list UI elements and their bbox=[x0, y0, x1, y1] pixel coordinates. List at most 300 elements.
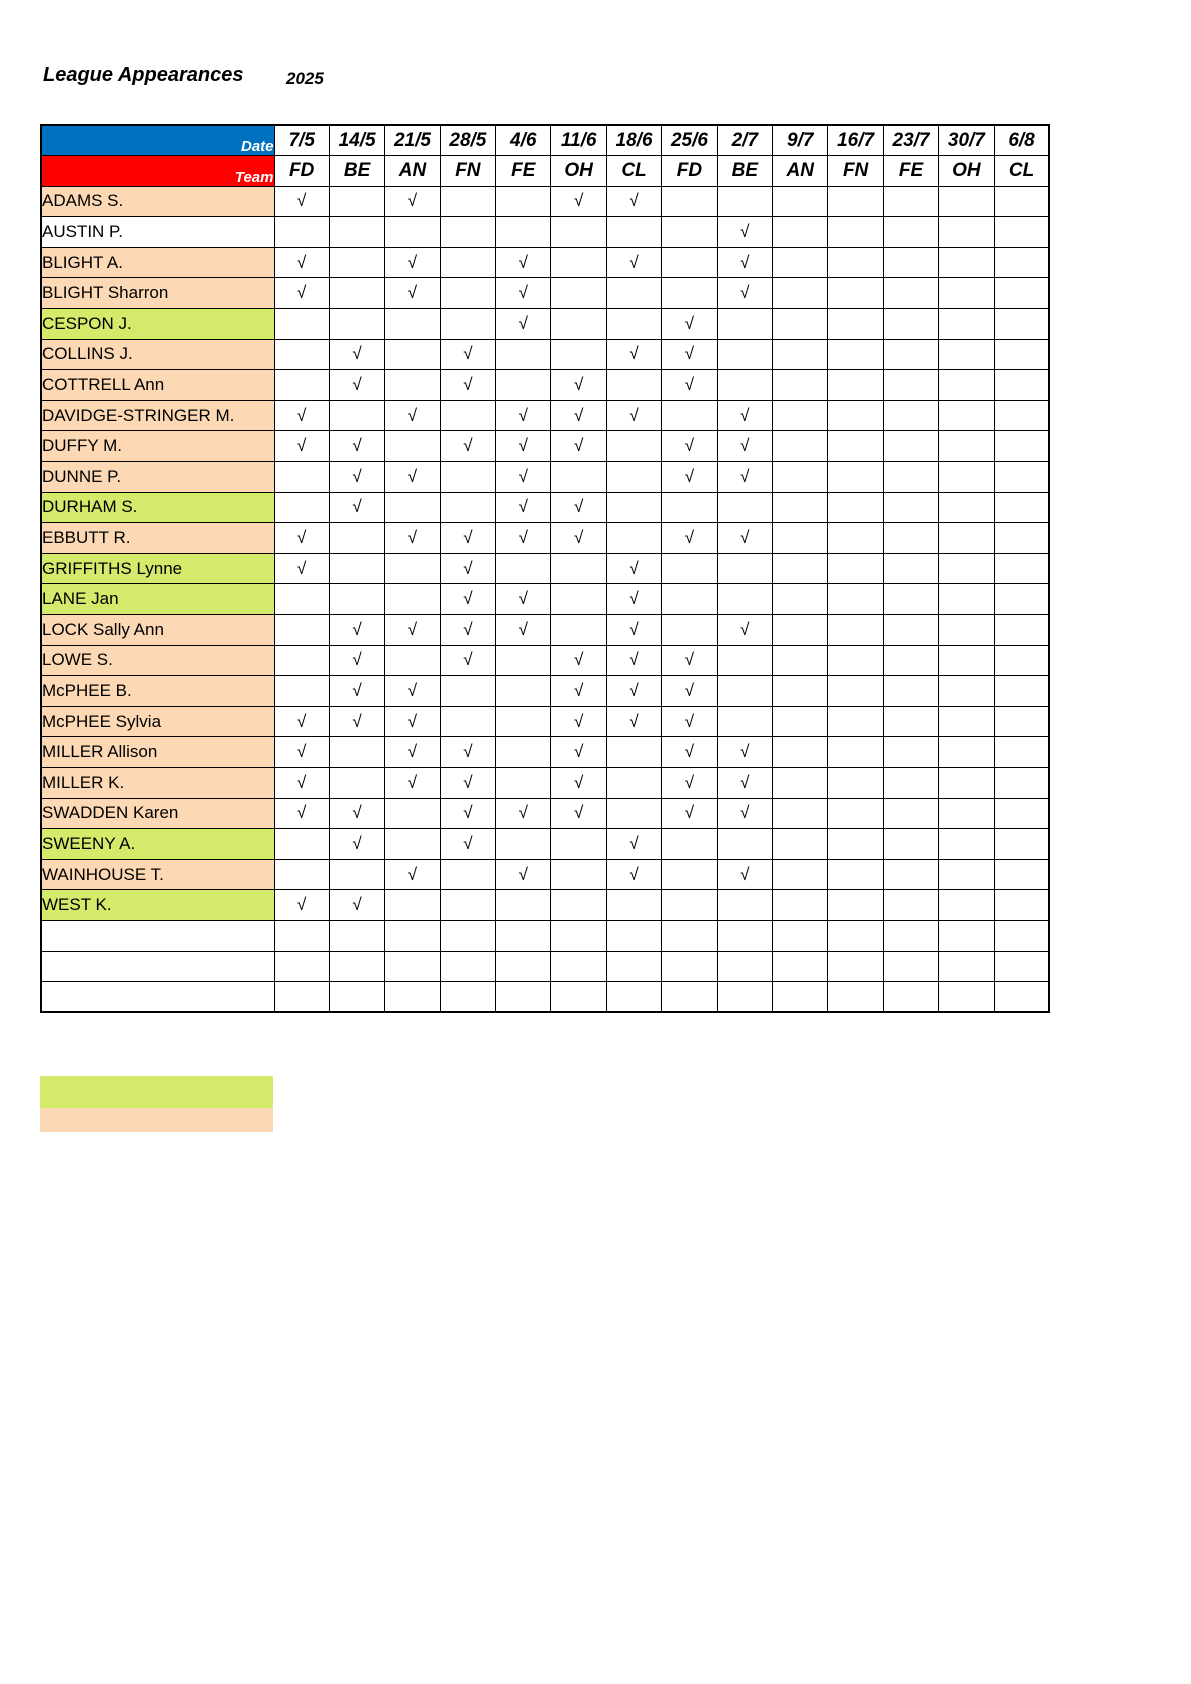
appearance-cell bbox=[274, 676, 329, 707]
appearance-cell bbox=[606, 890, 661, 921]
appearance-cell: √ bbox=[717, 523, 772, 554]
table-row bbox=[41, 247, 1049, 278]
appearance-cell bbox=[828, 553, 883, 584]
appearance-cell bbox=[274, 584, 329, 615]
player-name: DUFFY M. bbox=[41, 431, 274, 462]
table-row bbox=[41, 553, 1049, 584]
appearance-cell: √ bbox=[274, 798, 329, 829]
empty-cell bbox=[717, 920, 772, 951]
table-row bbox=[41, 492, 1049, 523]
appearance-cell bbox=[717, 829, 772, 860]
player-name: LOWE S. bbox=[41, 645, 274, 676]
empty-cell bbox=[883, 982, 938, 1013]
team-header-cell: CL bbox=[994, 156, 1049, 187]
appearance-cell bbox=[496, 767, 551, 798]
appearance-cell bbox=[828, 615, 883, 646]
empty-cell bbox=[385, 920, 440, 951]
appearance-cell bbox=[274, 615, 329, 646]
appearance-cell bbox=[329, 186, 384, 217]
appearance-cell bbox=[662, 859, 717, 890]
appearance-cell bbox=[496, 737, 551, 768]
appearance-cell bbox=[662, 278, 717, 309]
table-row bbox=[41, 859, 1049, 890]
appearance-cell bbox=[606, 278, 661, 309]
empty-name-cell bbox=[41, 920, 274, 951]
appearance-cell bbox=[440, 706, 495, 737]
team-label: Team bbox=[41, 156, 274, 187]
appearance-cell bbox=[717, 370, 772, 401]
empty-cell bbox=[496, 920, 551, 951]
appearance-cell bbox=[828, 431, 883, 462]
appearance-cell: √ bbox=[385, 767, 440, 798]
appearance-cell bbox=[773, 676, 828, 707]
appearance-cell bbox=[606, 431, 661, 462]
appearance-cell bbox=[939, 400, 994, 431]
appearance-cell bbox=[939, 615, 994, 646]
appearance-cell: √ bbox=[385, 859, 440, 890]
appearance-cell: √ bbox=[717, 859, 772, 890]
date-label: Date bbox=[41, 125, 274, 156]
appearance-cell bbox=[551, 615, 606, 646]
appearance-cell bbox=[662, 553, 717, 584]
empty-cell bbox=[551, 951, 606, 982]
player-name: AUSTIN P. bbox=[41, 217, 274, 248]
empty-cell bbox=[883, 951, 938, 982]
appearance-cell bbox=[883, 706, 938, 737]
appearance-cell bbox=[551, 890, 606, 921]
appearance-cell bbox=[773, 247, 828, 278]
appearance-cell: √ bbox=[551, 676, 606, 707]
appearance-cell bbox=[385, 370, 440, 401]
appearance-cell bbox=[828, 829, 883, 860]
empty-cell bbox=[496, 951, 551, 982]
appearance-cell: √ bbox=[496, 584, 551, 615]
appearance-cell bbox=[939, 706, 994, 737]
appearance-cell bbox=[385, 553, 440, 584]
appearance-cell bbox=[606, 462, 661, 493]
appearance-cell bbox=[385, 492, 440, 523]
team-header-cell: FN bbox=[828, 156, 883, 187]
appearance-cell bbox=[662, 247, 717, 278]
empty-cell bbox=[828, 920, 883, 951]
appearance-cell bbox=[496, 553, 551, 584]
table-row bbox=[41, 645, 1049, 676]
player-name: MILLER Allison bbox=[41, 737, 274, 768]
appearance-cell bbox=[274, 492, 329, 523]
appearance-cell: √ bbox=[606, 400, 661, 431]
empty-cell bbox=[551, 920, 606, 951]
team-header-cell: FD bbox=[274, 156, 329, 187]
page-title: League Appearances bbox=[43, 64, 244, 86]
appearance-cell: √ bbox=[606, 645, 661, 676]
appearance-cell: √ bbox=[662, 737, 717, 768]
appearance-cell bbox=[828, 186, 883, 217]
appearance-cell: √ bbox=[385, 247, 440, 278]
appearance-cell: √ bbox=[717, 400, 772, 431]
appearance-cell bbox=[606, 767, 661, 798]
appearance-cell bbox=[994, 278, 1049, 309]
appearance-cell bbox=[385, 309, 440, 340]
appearance-cell: √ bbox=[717, 767, 772, 798]
appearance-cell bbox=[773, 767, 828, 798]
empty-row bbox=[41, 951, 1049, 982]
player-name: COTTRELL Ann bbox=[41, 370, 274, 401]
date-header-cell: 14/5 bbox=[329, 125, 384, 156]
player-name: WAINHOUSE T. bbox=[41, 859, 274, 890]
appearance-cell bbox=[717, 584, 772, 615]
appearance-cell bbox=[883, 400, 938, 431]
appearance-cell bbox=[939, 645, 994, 676]
appearance-cell bbox=[828, 890, 883, 921]
appearance-cell: √ bbox=[274, 767, 329, 798]
appearance-cell bbox=[939, 217, 994, 248]
appearance-cell bbox=[773, 339, 828, 370]
appearance-cell bbox=[994, 400, 1049, 431]
appearance-cell: √ bbox=[274, 431, 329, 462]
appearance-cell bbox=[440, 492, 495, 523]
player-name: LOCK Sally Ann bbox=[41, 615, 274, 646]
appearance-cell: √ bbox=[551, 798, 606, 829]
appearance-cell: √ bbox=[662, 431, 717, 462]
appearance-cell: √ bbox=[440, 767, 495, 798]
appearance-cell: √ bbox=[385, 676, 440, 707]
empty-cell bbox=[828, 982, 883, 1013]
appearance-cell bbox=[773, 584, 828, 615]
appearance-cell bbox=[274, 339, 329, 370]
date-header-cell: 21/5 bbox=[385, 125, 440, 156]
appearance-cell: √ bbox=[496, 492, 551, 523]
appearance-cell bbox=[883, 859, 938, 890]
empty-row bbox=[41, 982, 1049, 1013]
table-row bbox=[41, 339, 1049, 370]
appearance-cell bbox=[717, 309, 772, 340]
empty-cell bbox=[329, 920, 384, 951]
appearance-cell bbox=[994, 767, 1049, 798]
appearance-cell bbox=[440, 676, 495, 707]
date-header-cell: 11/6 bbox=[551, 125, 606, 156]
empty-name-cell bbox=[41, 951, 274, 982]
appearance-cell bbox=[883, 767, 938, 798]
table-row bbox=[41, 462, 1049, 493]
appearance-cell bbox=[606, 217, 661, 248]
appearance-cell bbox=[994, 339, 1049, 370]
appearance-cell bbox=[939, 890, 994, 921]
empty-cell bbox=[939, 982, 994, 1013]
appearance-cell: √ bbox=[606, 706, 661, 737]
appearance-cell bbox=[994, 462, 1049, 493]
appearance-cell bbox=[329, 859, 384, 890]
appearance-cell bbox=[939, 309, 994, 340]
appearance-cell: √ bbox=[662, 523, 717, 554]
appearance-cell bbox=[773, 859, 828, 890]
appearance-cell bbox=[662, 186, 717, 217]
appearance-cell bbox=[828, 859, 883, 890]
appearance-cell bbox=[828, 400, 883, 431]
player-name: BLIGHT Sharron bbox=[41, 278, 274, 309]
appearance-cell bbox=[385, 217, 440, 248]
appearance-cell bbox=[385, 798, 440, 829]
appearance-cell bbox=[496, 829, 551, 860]
appearance-cell bbox=[274, 859, 329, 890]
date-header-cell: 6/8 bbox=[994, 125, 1049, 156]
appearance-cell: √ bbox=[274, 553, 329, 584]
appearance-cell bbox=[773, 798, 828, 829]
appearance-cell: √ bbox=[717, 798, 772, 829]
appearance-cell bbox=[939, 370, 994, 401]
appearance-cell bbox=[883, 890, 938, 921]
appearance-cell: √ bbox=[551, 370, 606, 401]
appearance-cell bbox=[496, 676, 551, 707]
player-name: CESPON J. bbox=[41, 309, 274, 340]
appearance-cell bbox=[828, 798, 883, 829]
appearance-cell bbox=[496, 339, 551, 370]
appearance-cell bbox=[994, 217, 1049, 248]
appearance-cell: √ bbox=[329, 615, 384, 646]
appearance-cell: √ bbox=[606, 186, 661, 217]
appearance-cell bbox=[773, 645, 828, 676]
appearance-cell bbox=[773, 523, 828, 554]
empty-cell bbox=[606, 951, 661, 982]
appearance-cell bbox=[939, 339, 994, 370]
appearance-cell bbox=[662, 829, 717, 860]
table-row bbox=[41, 278, 1049, 309]
appearance-cell bbox=[329, 767, 384, 798]
appearance-cell bbox=[440, 247, 495, 278]
appearance-cell: √ bbox=[329, 645, 384, 676]
appearance-cell: √ bbox=[496, 798, 551, 829]
appearance-cell bbox=[385, 645, 440, 676]
appearance-cell: √ bbox=[717, 217, 772, 248]
table-row bbox=[41, 217, 1049, 248]
appearance-cell: √ bbox=[551, 706, 606, 737]
appearance-cell bbox=[883, 584, 938, 615]
appearance-cell bbox=[662, 492, 717, 523]
appearance-cell bbox=[606, 737, 661, 768]
appearance-cell bbox=[440, 278, 495, 309]
empty-cell bbox=[717, 951, 772, 982]
legend-swatch-peach bbox=[40, 1108, 273, 1132]
date-header-cell: 23/7 bbox=[883, 125, 938, 156]
appearance-cell bbox=[329, 278, 384, 309]
appearance-cell bbox=[329, 553, 384, 584]
team-header-cell: FD bbox=[662, 156, 717, 187]
appearance-cell bbox=[329, 523, 384, 554]
appearance-cell bbox=[717, 645, 772, 676]
appearance-cell bbox=[883, 462, 938, 493]
table-row bbox=[41, 798, 1049, 829]
appearance-cell: √ bbox=[385, 615, 440, 646]
appearance-cell: √ bbox=[717, 247, 772, 278]
appearance-cell bbox=[939, 584, 994, 615]
appearance-cell bbox=[883, 247, 938, 278]
empty-cell bbox=[828, 951, 883, 982]
appearance-cell bbox=[274, 829, 329, 860]
appearance-cell bbox=[773, 400, 828, 431]
appearance-cell bbox=[606, 523, 661, 554]
appearance-cell bbox=[939, 492, 994, 523]
appearance-cell: √ bbox=[496, 523, 551, 554]
player-name: DUNNE P. bbox=[41, 462, 274, 493]
appearance-cell bbox=[773, 890, 828, 921]
appearance-cell bbox=[274, 645, 329, 676]
appearance-cell: √ bbox=[606, 859, 661, 890]
appearance-cell: √ bbox=[440, 645, 495, 676]
appearance-cell: √ bbox=[606, 615, 661, 646]
appearance-cell: √ bbox=[385, 737, 440, 768]
player-name: McPHEE Sylvia bbox=[41, 706, 274, 737]
appearance-cell: √ bbox=[329, 829, 384, 860]
appearance-cell bbox=[717, 890, 772, 921]
appearance-cell: √ bbox=[274, 737, 329, 768]
appearance-cell bbox=[994, 523, 1049, 554]
appearance-cell bbox=[994, 370, 1049, 401]
appearance-cell: √ bbox=[496, 278, 551, 309]
date-header-row bbox=[41, 125, 1049, 156]
appearance-cell: √ bbox=[606, 829, 661, 860]
player-name: MILLER K. bbox=[41, 767, 274, 798]
appearance-cell: √ bbox=[662, 767, 717, 798]
appearance-cell bbox=[773, 829, 828, 860]
empty-cell bbox=[385, 951, 440, 982]
appearance-cell: √ bbox=[329, 676, 384, 707]
appearance-cell bbox=[883, 278, 938, 309]
empty-cell bbox=[773, 920, 828, 951]
player-name: McPHEE B. bbox=[41, 676, 274, 707]
appearance-cell: √ bbox=[551, 645, 606, 676]
empty-cell bbox=[662, 982, 717, 1013]
empty-cell bbox=[606, 920, 661, 951]
team-header-cell: BE bbox=[717, 156, 772, 187]
appearance-cell bbox=[994, 798, 1049, 829]
team-header-cell: OH bbox=[939, 156, 994, 187]
appearance-cell bbox=[329, 400, 384, 431]
empty-cell bbox=[329, 951, 384, 982]
empty-cell bbox=[606, 982, 661, 1013]
appearance-cell bbox=[385, 890, 440, 921]
appearance-cell: √ bbox=[606, 553, 661, 584]
appearance-cell: √ bbox=[662, 645, 717, 676]
appearance-cell bbox=[385, 431, 440, 462]
appearance-cell: √ bbox=[274, 247, 329, 278]
appearance-cell: √ bbox=[329, 492, 384, 523]
empty-cell bbox=[274, 920, 329, 951]
appearance-cell: √ bbox=[440, 431, 495, 462]
appearance-cell: √ bbox=[440, 798, 495, 829]
appearance-cell bbox=[274, 217, 329, 248]
empty-name-cell bbox=[41, 982, 274, 1013]
team-header-cell: AN bbox=[773, 156, 828, 187]
appearance-cell bbox=[606, 370, 661, 401]
player-name: BLIGHT A. bbox=[41, 247, 274, 278]
appearance-cell bbox=[939, 247, 994, 278]
appearance-cell: √ bbox=[440, 370, 495, 401]
appearance-cell bbox=[939, 767, 994, 798]
appearance-cell bbox=[551, 247, 606, 278]
appearance-cell bbox=[994, 431, 1049, 462]
appearance-cell bbox=[440, 890, 495, 921]
appearance-cell bbox=[329, 584, 384, 615]
appearance-cell bbox=[440, 462, 495, 493]
appearance-cell bbox=[828, 462, 883, 493]
appearance-cell: √ bbox=[662, 309, 717, 340]
appearance-cell bbox=[994, 859, 1049, 890]
empty-cell bbox=[496, 982, 551, 1013]
appearance-cell bbox=[717, 706, 772, 737]
appearance-cell bbox=[717, 676, 772, 707]
player-name: WEST K. bbox=[41, 890, 274, 921]
appearance-cell bbox=[662, 584, 717, 615]
appearance-cell: √ bbox=[717, 431, 772, 462]
team-header-cell: AN bbox=[385, 156, 440, 187]
player-name: EBBUTT R. bbox=[41, 523, 274, 554]
appearances-table bbox=[40, 124, 1050, 1013]
player-name: SWEENY A. bbox=[41, 829, 274, 860]
appearance-cell bbox=[883, 309, 938, 340]
appearance-cell bbox=[994, 186, 1049, 217]
appearance-cell: √ bbox=[496, 247, 551, 278]
table-row bbox=[41, 400, 1049, 431]
appearance-cell bbox=[883, 615, 938, 646]
appearance-cell bbox=[939, 859, 994, 890]
team-header-cell: CL bbox=[606, 156, 661, 187]
table-row bbox=[41, 676, 1049, 707]
appearance-cell bbox=[496, 890, 551, 921]
team-header-cell: FE bbox=[496, 156, 551, 187]
appearance-cell bbox=[717, 492, 772, 523]
appearance-cell bbox=[994, 829, 1049, 860]
appearance-cell bbox=[773, 309, 828, 340]
appearance-cell bbox=[773, 737, 828, 768]
empty-cell bbox=[994, 951, 1049, 982]
appearance-cell bbox=[606, 492, 661, 523]
date-header-cell: 2/7 bbox=[717, 125, 772, 156]
appearance-cell bbox=[939, 676, 994, 707]
appearance-cell: √ bbox=[662, 676, 717, 707]
table-row bbox=[41, 615, 1049, 646]
empty-cell bbox=[994, 920, 1049, 951]
appearance-cell bbox=[883, 829, 938, 860]
appearance-cell bbox=[717, 186, 772, 217]
appearance-cell: √ bbox=[440, 339, 495, 370]
appearance-cell: √ bbox=[606, 339, 661, 370]
appearance-cell: √ bbox=[496, 615, 551, 646]
appearance-cell bbox=[717, 339, 772, 370]
appearance-cell bbox=[440, 217, 495, 248]
appearance-cell bbox=[939, 553, 994, 584]
appearance-cell: √ bbox=[662, 706, 717, 737]
appearance-cell bbox=[939, 737, 994, 768]
appearance-cell bbox=[994, 890, 1049, 921]
appearance-cell: √ bbox=[551, 186, 606, 217]
appearance-cell bbox=[551, 859, 606, 890]
appearance-cell bbox=[551, 553, 606, 584]
table-row bbox=[41, 370, 1049, 401]
appearance-cell bbox=[883, 492, 938, 523]
table-row bbox=[41, 767, 1049, 798]
appearance-cell: √ bbox=[329, 370, 384, 401]
appearance-cell bbox=[883, 676, 938, 707]
player-name: COLLINS J. bbox=[41, 339, 274, 370]
appearance-cell bbox=[828, 584, 883, 615]
appearance-cell: √ bbox=[551, 737, 606, 768]
table-row bbox=[41, 431, 1049, 462]
appearance-cell: √ bbox=[717, 737, 772, 768]
appearance-cell: √ bbox=[274, 890, 329, 921]
appearance-cell bbox=[828, 309, 883, 340]
date-header-cell: 16/7 bbox=[828, 125, 883, 156]
appearance-cell bbox=[994, 553, 1049, 584]
date-header-cell: 30/7 bbox=[939, 125, 994, 156]
